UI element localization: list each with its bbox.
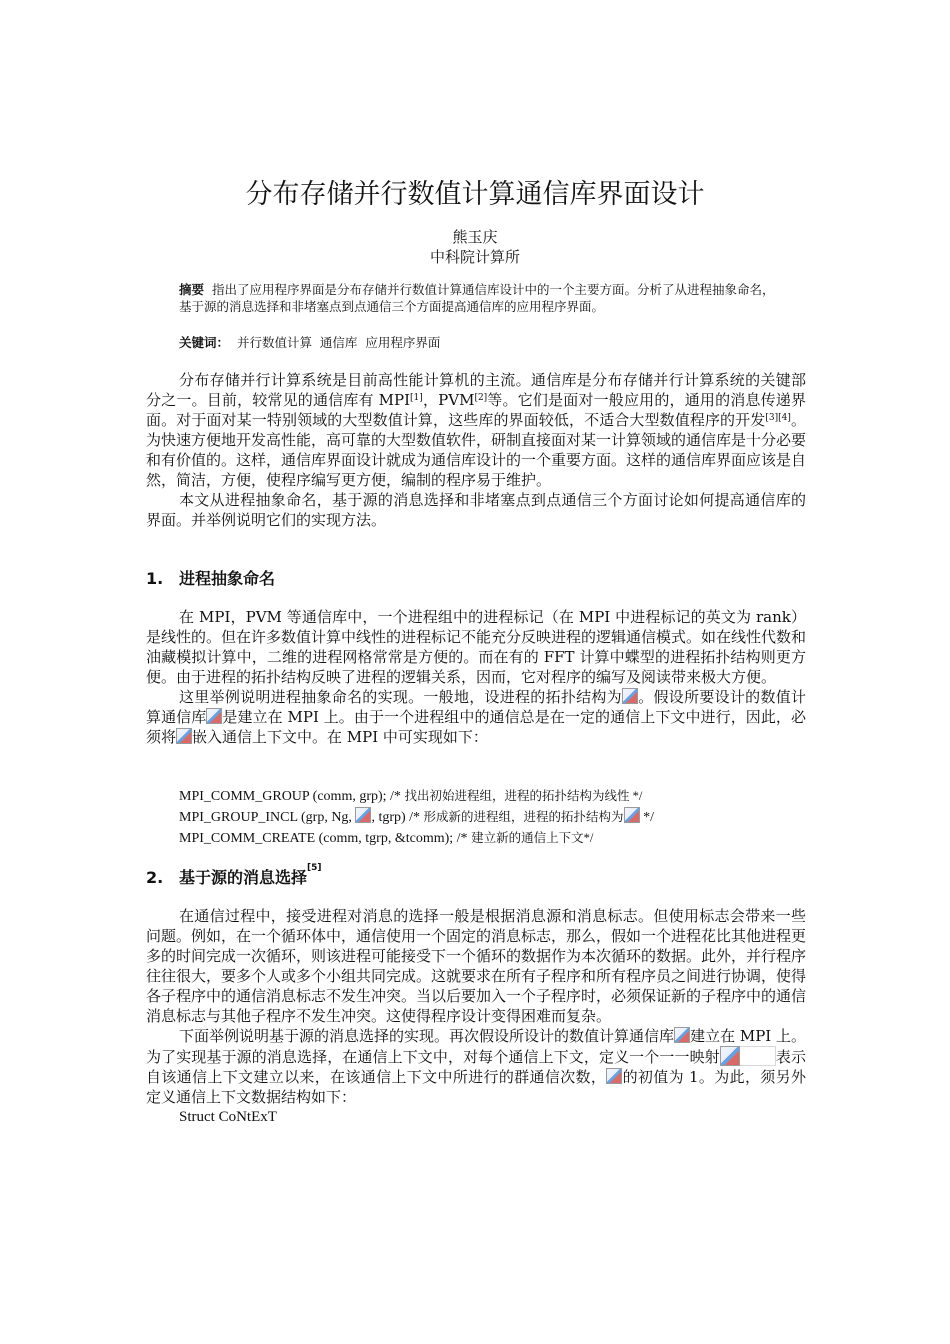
broken-image-icon	[622, 688, 638, 704]
code-line	[179, 828, 819, 849]
code-line	[179, 807, 819, 828]
intro-text: 等。它们是面对一般应用的，通用的消息传递界面。对于面对某一特别领域的大型数值计算，这些库的界面较低，不适合大型数值程序的开发	[146, 391, 806, 429]
code-block-1	[179, 786, 819, 849]
intro-text: 分布存储并行计算系统是目前高性能计算机的主流。通信库是分布存储并行计算系统的关键部分之一。目前，较常见的通信库有 MPI	[146, 371, 806, 409]
intro-text: ，PVM	[422, 391, 475, 409]
code-comment: 建立新的通信上下文*/	[471, 831, 594, 845]
intro-text: 。为快速方便地开发高性能，高可靠的大型数值软件，研制直接面对某一计算领域的通信库是十分必要和有价值的。这样，通信库界面设计就成为通信库设计的一个重要方面。这样的通信库界面应该是自然，简洁，方便，使程序编写更方便，编制的程序易于维护。	[146, 411, 807, 489]
body-text: 下面举例说明基于源的消息选择的实现。再次假设所设计的数值计算通信库	[179, 1027, 675, 1045]
citation: [3][4]	[765, 413, 791, 423]
keywords-label: 关键词：	[179, 335, 230, 350]
body-text: 表示自该通信上下文建立以来，在该通信上下文中所进行的群通信次数，	[146, 1048, 806, 1086]
intro-paragraph-2: 本文从进程抽象命名，基于源的消息选择和非堵塞点到点通信三个方面讨论如何提高通信库的界面。并举例说明它们的实现方法。	[146, 491, 806, 529]
code-text: MPI_COMM_CREATE (comm, tgrp, &tcomm); /*	[179, 831, 472, 846]
code-text: */	[639, 810, 654, 825]
abstract-label: 摘要	[179, 282, 205, 297]
broken-image-icon	[674, 1027, 690, 1043]
body-text: 是建立在 MPI 上。由于一个进程组中的通信总是在一定的通信上下文中进行，因此，必须将	[146, 708, 806, 746]
code-comment: 形成新的进程组，进程的拓扑结构为	[423, 810, 624, 824]
abstract	[179, 281, 779, 315]
broken-image-icon	[176, 728, 192, 744]
abstract-text: 指出了应用程序界面是分布存储并行数值计算通信库设计中的一个主要方面。分析了从进程抽象命名，基于源的消息选择和非堵塞点到点通信三个方面提高通信库的应用程序界面。	[179, 282, 775, 314]
citation: [1]	[410, 393, 423, 403]
body-text: 的初值为 1。为此，须另外定义通信上下文数据结构如下：	[146, 1068, 806, 1106]
section-2-heading	[146, 865, 322, 888]
section-1-paragraph-1: 在 MPI，PVM 等通信库中，一个进程组中的进程标记（在 MPI 中进程标记的英文为 rank）是线性的。但在许多数值计算中线性的进程标记不能充分反映进程的逻辑通信模式。如在线性代数和油藏模拟计算中，二维的进程网格常常是方便的。而在有的 FFT 计算中蝶型的进程拓扑结构则更方便。由于进程的拓扑结构反映了进程的逻辑关系，因而，它对程序的编写及阅读带来极大方便。	[146, 608, 807, 686]
body-text: 这里举例说明进程抽象命名的实现。一般地，设进程的拓扑结构为	[179, 688, 622, 706]
code-text: MPI_COMM_GROUP (comm, grp); /*	[179, 789, 405, 804]
code-line	[179, 786, 819, 807]
section-title: 进程抽象命名	[179, 569, 276, 588]
code-text: , tgrp) /*	[371, 810, 424, 825]
author-name: 熊玉庆	[452, 228, 498, 246]
citation: [2]	[474, 393, 488, 403]
section-2-paragraph-1: 在通信过程中，接受进程对消息的选择一般是根据消息源和消息标志。但使用标志会带来一些问题。例如，在一个循环体中，通信使用一个固定的消息标志，那么，假如一个进程花比其他进程更多的时间完成一次循环，则该进程可能接受下一个循环的数据作为本次循环的数据。此外，并行程序往往很大，要多个人或多个小组共同完成。这就要求在所有子程序和所有程序员之间进行协调，使得各子程序中的通信消息标志不发生冲突。当以后要加入一个子程序时，必须保证新的子程序中的通信消息标志与其他子程序不发生冲突。这使得程序设计变得困难而复杂。	[146, 907, 807, 1025]
section-1-body	[146, 607, 806, 747]
code-comment: 找出初始进程组，进程的拓扑结构为线性 */	[404, 789, 643, 803]
body-text: 嵌入通信上下文中。在 MPI 中可实现如下：	[192, 728, 488, 746]
keywords-text: 并行数值计算 通信库 应用程序界面	[236, 335, 441, 350]
body-text: 建立在 MPI 上。为了实现基于源的消息选择，在通信上下文中，对每个通信上下文，定义一个一一映射	[146, 1027, 806, 1066]
keywords	[179, 333, 779, 351]
author-affiliation: 中科院计算所	[429, 248, 520, 266]
section-2-body	[146, 906, 806, 1127]
broken-image-icon	[720, 1046, 776, 1066]
code-text: MPI_GROUP_INCL (grp, Ng,	[179, 810, 356, 825]
broken-image-icon	[606, 1068, 622, 1084]
page-title: 分布存储并行数值计算通信库界面设计	[245, 179, 705, 210]
section-number: 1.	[146, 569, 164, 588]
intro-paragraph-1	[146, 370, 806, 490]
section-title: 基于源的消息选择	[179, 868, 308, 887]
section-2-paragraph-2	[146, 1026, 806, 1107]
section-1-heading	[146, 566, 275, 589]
introduction	[146, 370, 806, 530]
code-struct-line: Struct CoNtExT	[179, 1109, 277, 1125]
broken-image-icon	[624, 807, 640, 823]
citation: [5]	[307, 863, 322, 873]
broken-image-icon	[206, 708, 222, 724]
broken-image-icon	[355, 807, 371, 823]
body-text: 。假设所要设计的数值计算通信库	[146, 688, 806, 726]
section-number: 2.	[146, 868, 164, 887]
section-1-paragraph-2	[146, 687, 806, 747]
